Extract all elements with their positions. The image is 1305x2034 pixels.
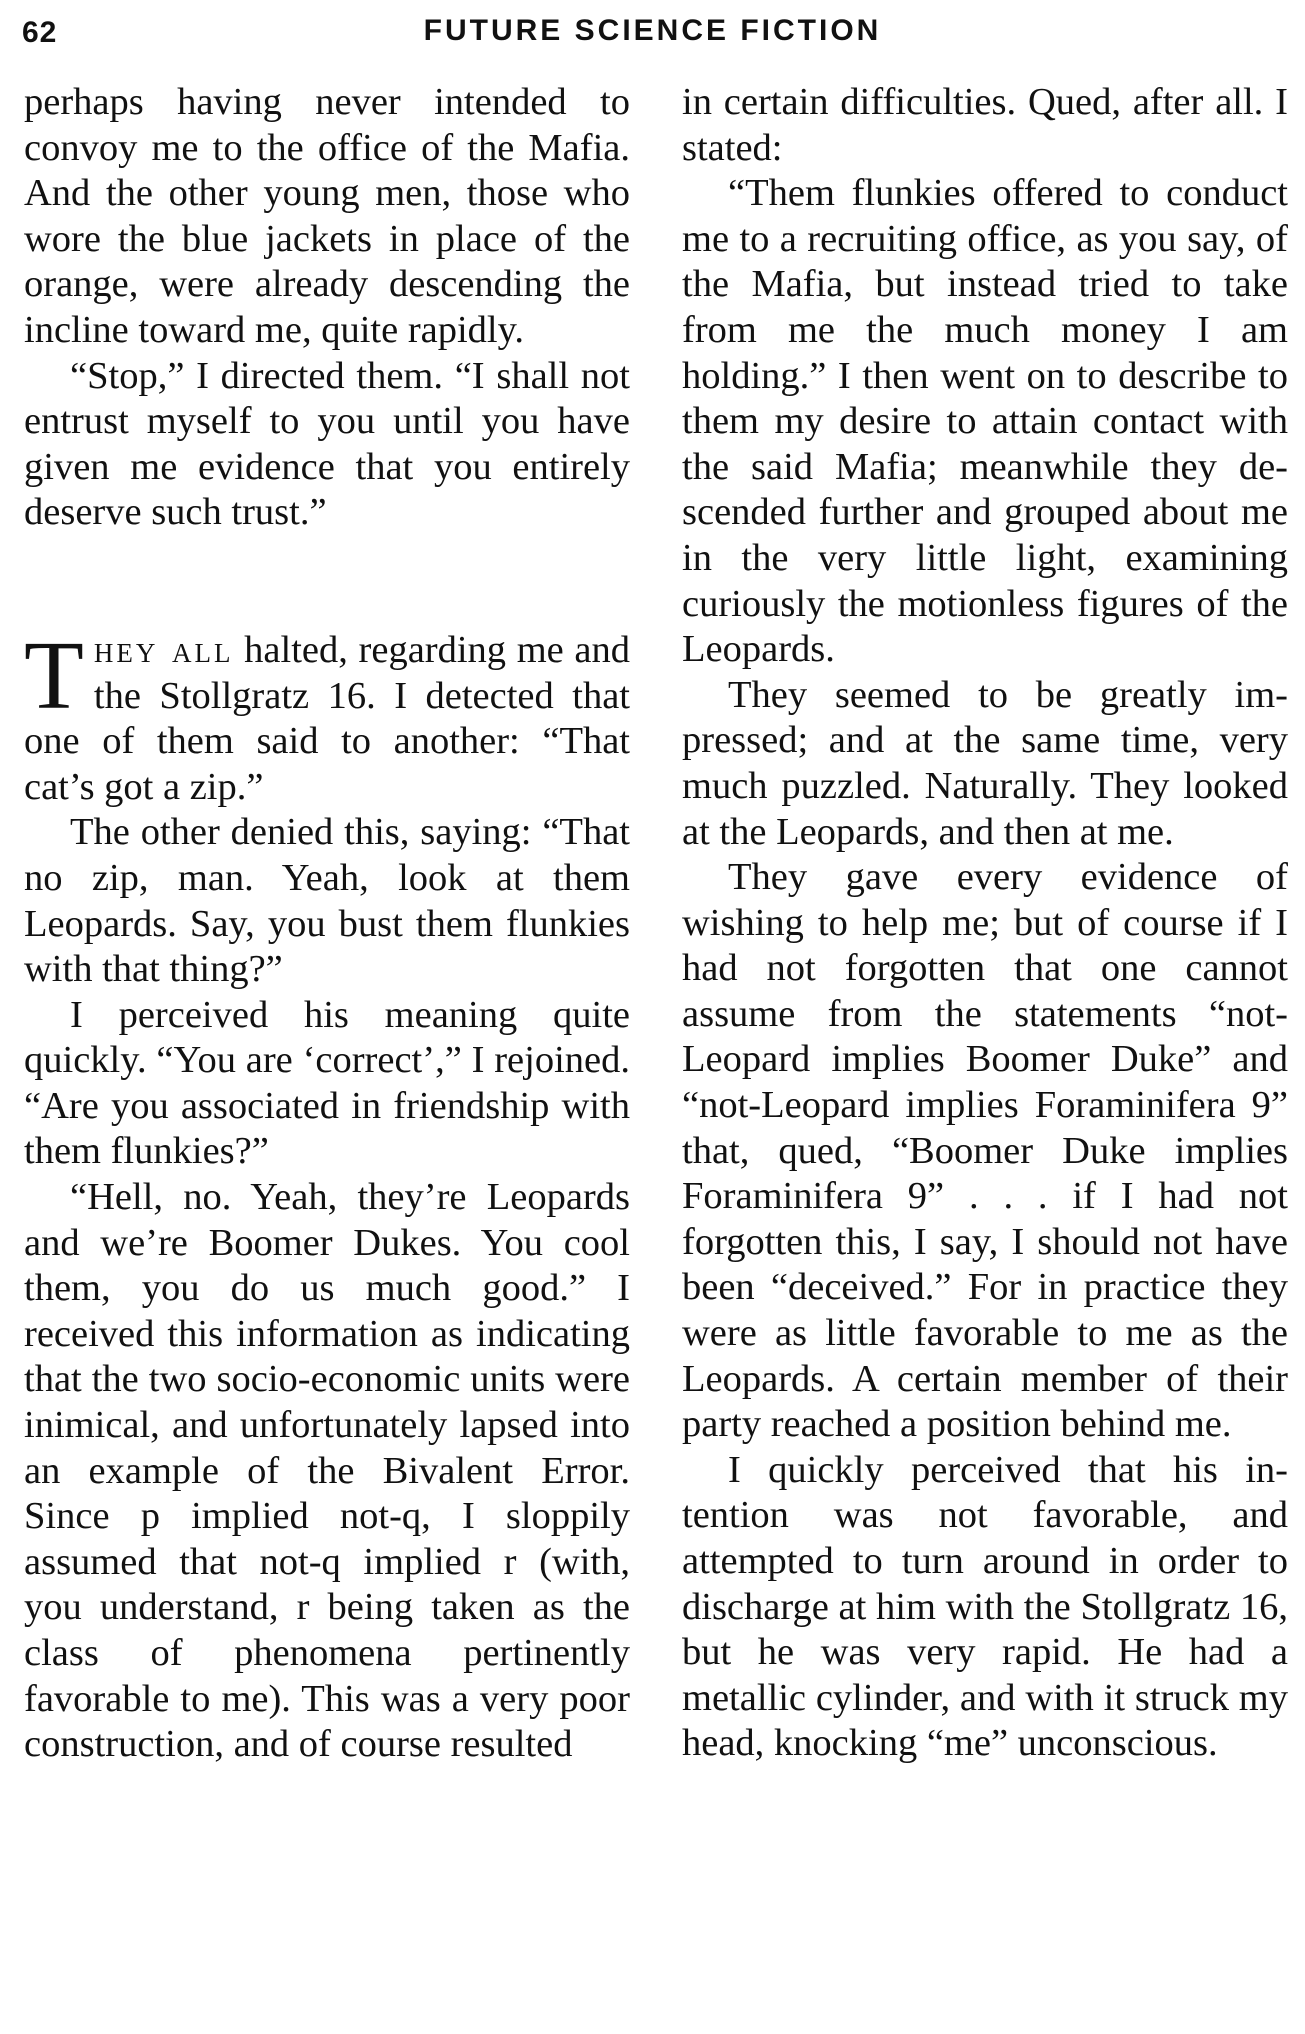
paragraph: I quickly perceived that his intention was not favorable, and attempted to turn around in order to discharge at him with the Stollgratz 16, but he was very rapid. He had a metallic cylinder, and with it struck my head, knocking “me” unconscious. (682, 1448, 1288, 1765)
page-header (0, 0, 1305, 70)
section-break (24, 536, 630, 628)
paragraph: “Them flunkies offered to conduct me to a recruiting office, as you say, of the Mafia, but instead tried to take from me the much money I am holding.” I then went on to describe to them my desire to attain contact with the said Mafia; meanwhile they descended further and grouped about me in the very little light, examining curiously the motionless figures of the Leopards. (682, 172, 1288, 671)
paragraph: They seemed to be greatly impressed; and at the same time, very much puzzled. Naturally. They looked at the Leopards, and then at me. (682, 673, 1288, 853)
left-column (24, 80, 630, 1768)
right-column (682, 80, 1288, 1767)
paragraph: “Stop,” I directed them. “I shall not entrust myself to you until you have given me evidence that you entirely deserve such trust.” (24, 354, 630, 534)
paragraph: The other denied this, saying: “That no zip, man. Yeah, look at them Leopards. Say, you bust them flunkies with that thing?” (24, 811, 630, 991)
paragraph: in certain difficulties. Qued, after all. I stated: (682, 81, 1288, 169)
paragraph: They gave every evidence of wishing to help me; but of course if I had not forgotten that one cannot assume from the statements “not-Leopard implies Boomer Duke” and “not-Leopard implies Foraminifera 9” that, qued, “Boomer Duke implies Foraminifera 9” . . . if I had not forgotten this, I say, I should not have been “deceived.” For in practice they were as little favorable to me as the Leopards. A certain member of their party reached a position behind me. (682, 856, 1288, 1446)
page-number: 62 (22, 16, 58, 49)
article-body (24, 80, 1294, 2030)
paragraph-text: halted, regarding me and the Stollgratz 16. I detected that one of them said to another: “That cat’s got a zip.” (24, 628, 630, 808)
paragraph: “Hell, no. Yeah, they’re Leopards and we’re Boomer Dukes. You cool them, you do us much good.” I received this information as indicating that the two socio-economic units were inimical, and unfortunately lapsed into an example of the Bivalent Error. Since p implied not-q, I sloppily assumed that not-q implied r (with, you understand, r being taken as the class of phenomena pertinently favorable to me). This was a very poor construction, and of course resulted (24, 1176, 630, 1766)
paragraph: perhaps having never intended to convoy me to the office of the Mafia. And the other young men, those who wore the blue jackets in place of the orange, were already descending the incline toward me, quite rapidly. (24, 81, 630, 351)
paragraph: I perceived his meaning quite quickly. “You are ‘correct’,” I rejoined. “Are you associated in friendship with them flunkies?” (24, 993, 630, 1173)
running-head: FUTURE SCIENCE FICTION (423, 14, 882, 47)
paragraph-dropcap (24, 621, 630, 810)
drop-cap: T (24, 621, 84, 730)
small-caps-lead: hey all (93, 628, 234, 671)
